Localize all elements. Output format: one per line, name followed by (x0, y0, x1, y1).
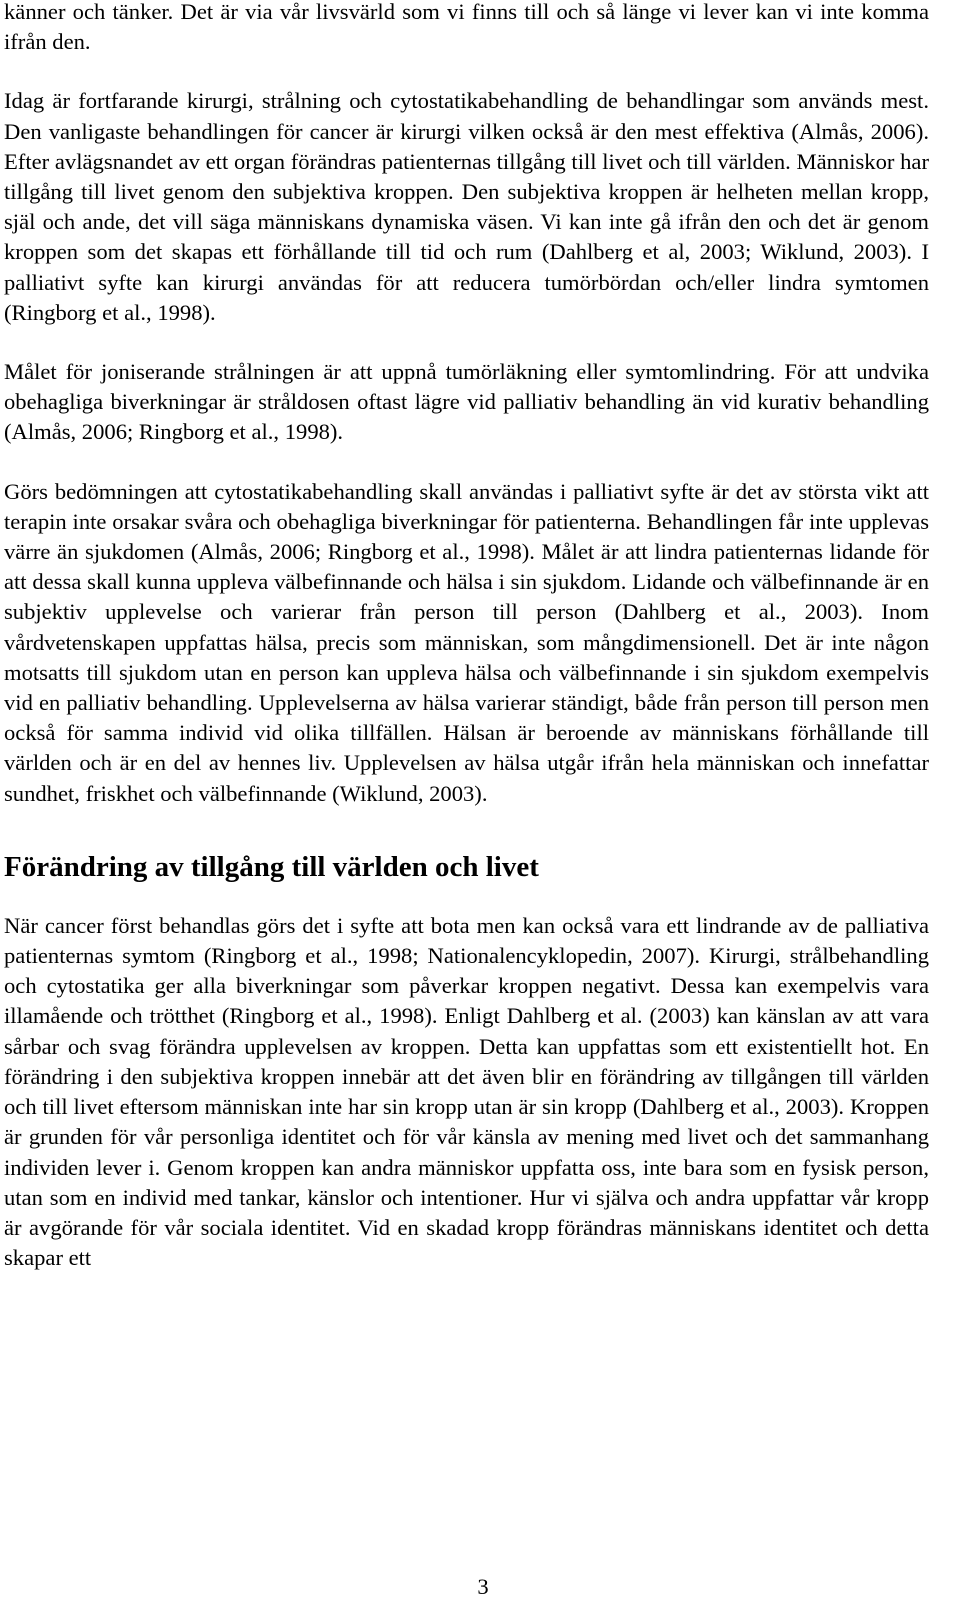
paragraph-treatments: Idag är fortfarande kirurgi, strålning och cytostatikabehandling de behandlingar som används mest. Den vanligaste behandlingen för cancer är kirurgi vilken också är den mest effektiva (Almås, 2006). Efter avlägsnandet av ett organ förändras patienternas tillgång till livet och till världen. Människor har tillgång till livet genom den subjektiva kroppen. Den subjektiva kroppen är helheten mellan kropp, själ och ande, det vill säga människans dynamiska väsen. Vi kan inte gå ifrån den och det är genom kroppen som det skapas ett förhållande till tid och rum (Dahlberg et al, 2003; Wiklund, 2003). I palliativt syfte kan kirurgi användas för att reducera tumörbördan och/eller lindra symtomen (Ringborg et al., 1998). (4, 88, 929, 325)
paragraph-cytostatics: Görs bedömningen att cytostatikabehandling skall användas i palliativt syfte är det av största vikt att terapin inte orsakar svåra och obehagliga biverkningar för patienterna. Behandlingen får inte upplevas värre än sjukdomen (Almås, 2006; Ringborg et al., 1998). Målet är att lindra patienternas lidande för att dessa skall kunna uppleva välbefinnande och hälsa i sin sjukdom. Lidande och välbefinnande är en subjektiv upplevelse och varierar från person till person (Dahlberg et al., 2003). Inom vårdvetenskapen uppfattas hälsa, precis som människan, som mångdimensionell. Det är inte någon motsatts till sjukdom utan en person kan uppleva hälsa och välbefinnande i sin sjukdom exempelvis vid en palliativ behandling. Upplevelserna av hälsa varierar ständigt, både från person till person men också för samma individ vid olika tillfällen. Hälsan är beroende av människans förhållande till världen och är en del av hennes liv. Upplevelsen av hälsa utgår ifrån hela människan och innefattar sundhet, friskhet och välbefinnande (Wiklund, 2003). (4, 478, 929, 806)
paragraph-section-body: När cancer först behandlas görs det i syfte att bota men kan också vara ett lindrande av de palliativa patienternas symtom (Ringborg et al., 1998; Nationalencyklopedin, 2007). Kirurgi, strålbehandling och cytostatika ger alla biverkningar som påverkar kroppen negativt. Dessa kan exempelvis vara illamående och trötthet (Ringborg et al., 1998). Enligt Dahlberg et al. (2003) kan känslan av att vara sårbar och svag förändra upplevelsen av kroppen. Detta kan uppfattas som ett existentiellt hot. En förändring i den subjektiva kroppen innebär att det även blir en förändring av tillgången till världen och till livet eftersom människan inte har sin kropp utan är sin kropp (Dahlberg et al., 2003). Kroppen är grunden för vår personliga identitet och för vår känsla av mening med livet och det sammanhang individen lever i. Genom kroppen kan andra människor uppfatta oss, inte bara som en fysisk person, utan som en individ med tankar, känslor och intentioner. Hur vi själva och andra uppfattar vår kropp är avgörande för vår sociala identitet. Vid en skadad kropp förändras människans identitet och detta skapar ett (4, 912, 929, 1271)
document-page (4, 0, 929, 1273)
section-heading: Förändring av tillgång till världen och livet (4, 850, 539, 883)
paragraph-continuation: känner och tänker. Det är via vår livsvärld som vi finns till och så länge vi lever kan vi inte komma ifrån den. (4, 0, 929, 55)
paragraph-radiation: Målet för joniserande strålningen är att uppnå tumörläkning eller symtomlindring. För att undvika obehagliga biverkningar är stråldosen oftast lägre vid palliativ behandling än vid kurativ behandling (Almås, 2006; Ringborg et al., 1998). (4, 359, 929, 445)
page-number: 3 (477, 1574, 489, 1599)
